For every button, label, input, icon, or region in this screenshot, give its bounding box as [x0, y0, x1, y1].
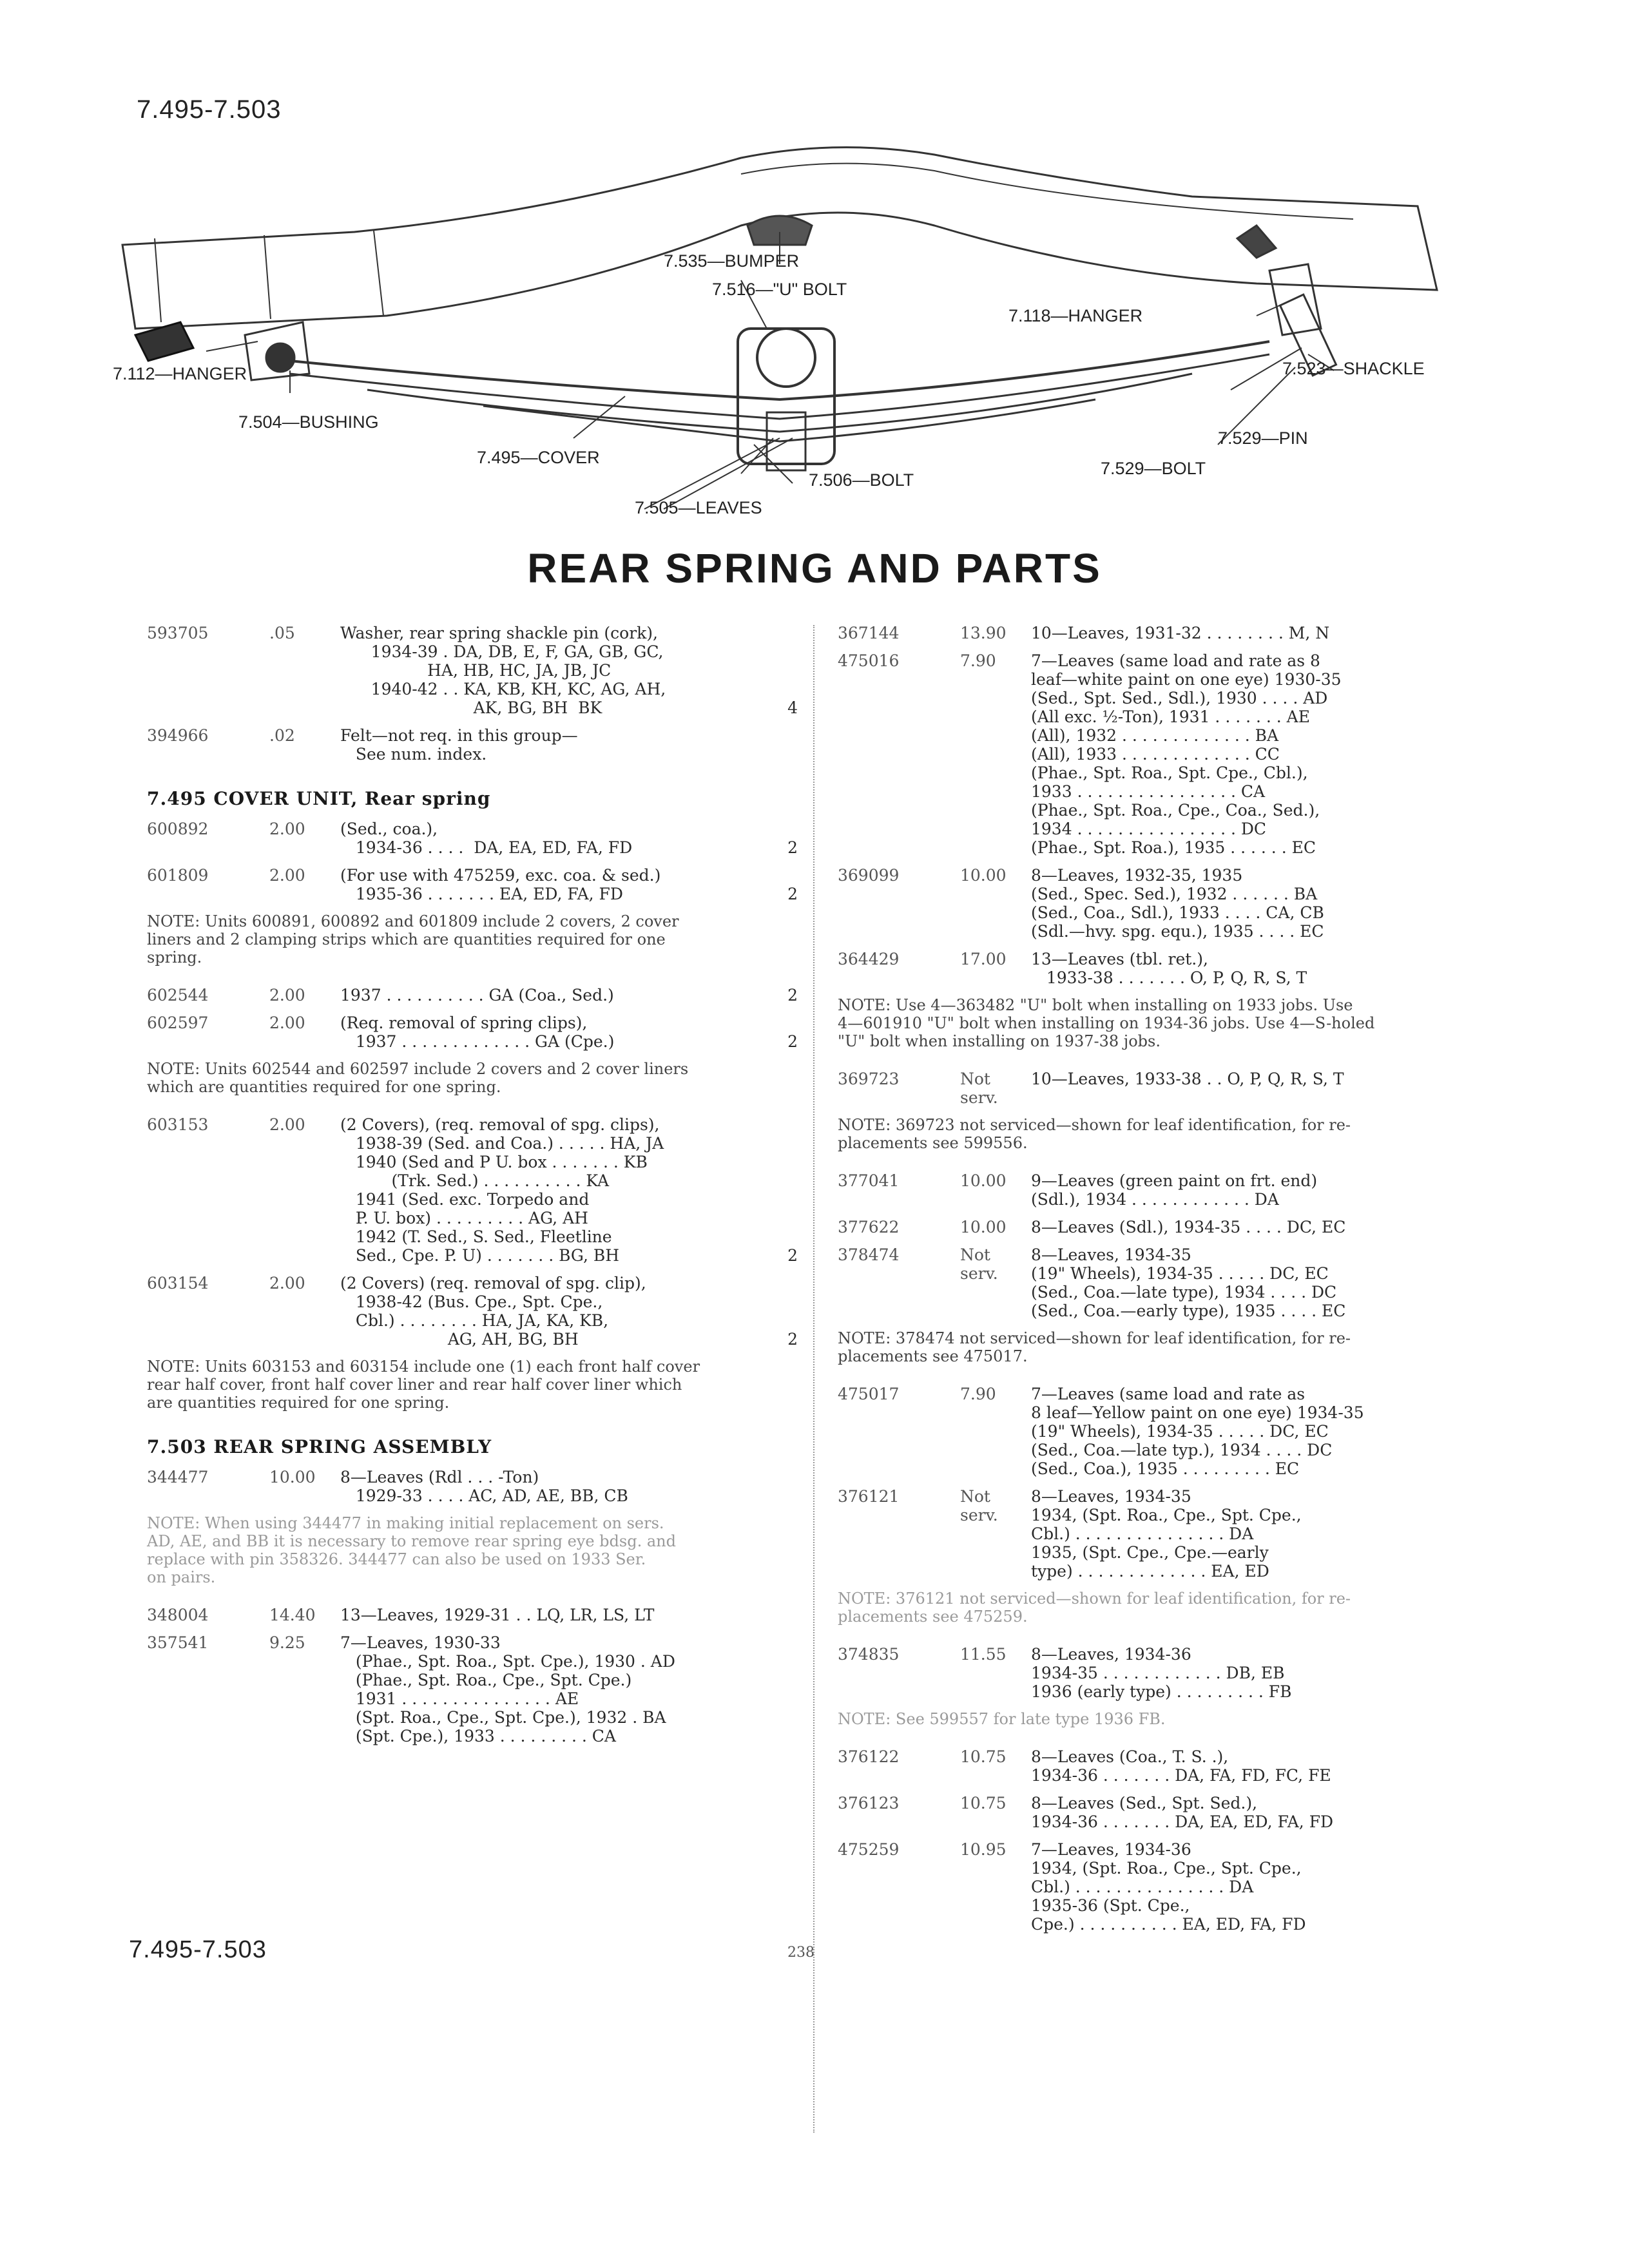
callout-bolt-506: 7.506—BOLT: [809, 470, 914, 490]
note: NOTE: Use 4—363482 "U" bolt when installing on 1933 jobs. Use 4—601910 "U" bolt when installing on 1934-36 jobs. Use 4—S-holed "U" bolt when installing on 1937-38 jobs.: [838, 996, 1375, 1050]
part-description: [340, 1468, 798, 1505]
part-description: [340, 624, 798, 717]
description-line: Felt—not req. in this group—: [340, 726, 578, 745]
description-line: Washer, rear spring shackle pin (cork),: [340, 624, 659, 642]
description-line: P. U. box) . . . . . . . . . AG, AH: [340, 1209, 588, 1227]
part-price: 10.00: [960, 1218, 1007, 1236]
part-price: 10.00: [960, 1171, 1007, 1190]
description-line: 1931 . . . . . . . . . . . . . . . AE: [340, 1689, 579, 1708]
note: NOTE: See 599557 for late type 1936 FB.: [838, 1710, 1166, 1728]
part-row: [838, 1171, 1489, 1209]
callout-shackle: 7.523—SHACKLE: [1282, 359, 1425, 378]
part-number: 376122: [838, 1747, 900, 1766]
description-line: (Phae., Spt. Roa.), 1935 . . . . . . EC: [1031, 838, 1316, 857]
description-line: (All), 1932 . . . . . . . . . . . . . BA: [1031, 726, 1279, 745]
part-row: [838, 1840, 1489, 1934]
description-line: (Sed., coa.),: [340, 820, 438, 838]
description-line: (All), 1933 . . . . . . . . . . . . . CC: [1031, 745, 1280, 764]
part-price: .02: [269, 726, 295, 745]
part-price: 10.00: [960, 866, 1007, 885]
note: NOTE: When using 344477 in making initial replacement on sers. AD, AE, and BB it is necessary to remove rear spring eye bdsg. and replace with pin 358326. 344477 can also be used on 1933 Ser. on pairs.: [147, 1514, 676, 1586]
note: NOTE: 369723 not serviced—shown for leaf identification, for re- placements see 599556.: [838, 1116, 1351, 1152]
description-line: 8—Leaves, 1934-35: [1031, 1245, 1191, 1264]
part-description: [1031, 1794, 1489, 1831]
description-line: (Spt. Cpe.), 1933 . . . . . . . . . CA: [340, 1727, 616, 1745]
part-number: 602544: [147, 986, 209, 1004]
part-number: 603153: [147, 1115, 209, 1134]
description-line: (All exc. ½-Ton), 1931 . . . . . . . AE: [1031, 707, 1310, 726]
part-number: 344477: [147, 1468, 209, 1486]
quantity: 2: [787, 986, 798, 1004]
description-line: 1940 (Sed and P U. box . . . . . . . KB: [340, 1153, 648, 1171]
section-heading-rear-spring-assembly: 7.503 REAR SPRING ASSEMBLY: [147, 1436, 492, 1457]
description-line: (Trk. Sed.) . . . . . . . . . . KA: [340, 1171, 610, 1190]
part-row: [147, 1274, 798, 1349]
description-line: 1934-36 . . . . . . . DA, EA, ED, FA, FD: [1031, 1812, 1334, 1831]
part-number: 374835: [838, 1645, 900, 1664]
part-row: [147, 1468, 798, 1505]
part-description: [1031, 1645, 1489, 1701]
description-line: (Sed., Coa.—late typ.), 1934 . . . . DC: [1031, 1441, 1333, 1459]
quantity: 2: [787, 885, 798, 903]
part-price: 14.40: [269, 1606, 316, 1624]
description-line: (Phae., Spt. Roa., Cpe., Coa., Sed.),: [1031, 801, 1320, 820]
description-line: (Spt. Roa., Cpe., Spt. Cpe.), 1932 . BA: [340, 1708, 666, 1727]
description-line: 7—Leaves, 1934-36: [1031, 1840, 1191, 1859]
description-line: (19" Wheels), 1934-35 . . . . . DC, EC: [1031, 1264, 1329, 1283]
part-row: [147, 1115, 798, 1265]
description-line: 7—Leaves (same load and rate as 8: [1031, 651, 1320, 670]
quantity: 2: [787, 1246, 798, 1265]
part-description: [1031, 1245, 1489, 1320]
part-row: [838, 1070, 1489, 1107]
part-description: [340, 820, 798, 857]
right-column: [838, 624, 1489, 1943]
page-code-bottom: 7.495-7.503: [129, 1936, 267, 1963]
description-line: AK, BG, BH BK: [340, 698, 602, 717]
description-line: (Sed., Coa.—late type), 1934 . . . . DC: [1031, 1283, 1337, 1302]
part-row: [147, 1606, 798, 1624]
description-line: 8—Leaves, 1934-35: [1031, 1487, 1191, 1506]
part-price: 7.90: [960, 1385, 996, 1403]
description-line: Sed., Cpe. P. U) . . . . . . . BG, BH: [340, 1246, 620, 1265]
part-number: 601809: [147, 866, 209, 885]
part-price: 10.00: [269, 1468, 316, 1486]
part-description: [340, 1115, 798, 1265]
description-line: 1940-42 . . KA, KB, KH, KC, AG, AH,: [340, 680, 666, 698]
description-line: leaf—white paint on one eye) 1930-35: [1031, 670, 1342, 689]
description-line: 1934-39 . DA, DB, E, F, GA, GB, GC,: [340, 642, 664, 661]
description-line: 9—Leaves (green paint on frt. end): [1031, 1171, 1318, 1190]
description-line: (Phae., Spt. Roa., Spt. Cpe., Cbl.),: [1031, 764, 1308, 782]
left-column: [147, 624, 798, 1754]
part-number: 348004: [147, 1606, 209, 1624]
part-description: [340, 726, 798, 764]
part-description: [340, 866, 798, 903]
part-number: 377622: [838, 1218, 900, 1236]
page-number: 238: [787, 1945, 815, 1961]
description-line: (Sed., Coa.), 1935 . . . . . . . . . EC: [1031, 1459, 1300, 1478]
part-row: [838, 1245, 1489, 1320]
part-row: [147, 1014, 798, 1051]
part-row: [838, 1747, 1489, 1785]
part-price: 9.25: [269, 1633, 305, 1652]
callout-bumper: 7.535—BUMPER: [664, 251, 800, 271]
section-heading-cover-unit: 7.495 COVER UNIT, Rear spring: [147, 788, 491, 809]
callout-u-bolt: 7.516—"U" BOLT: [712, 280, 847, 299]
quantity: 2: [787, 838, 798, 857]
spring-top-leaf: [290, 341, 1269, 399]
description-line: (Phae., Spt. Roa., Spt. Cpe.), 1930 . AD: [340, 1652, 675, 1671]
description-line: 1935-36 . . . . . . . EA, ED, FA, FD: [340, 885, 623, 903]
description-line: (Sed., Coa., Sdl.), 1933 . . . . CA, CB: [1031, 903, 1324, 922]
part-price: 10.95: [960, 1840, 1007, 1859]
callout-pin: 7.529—PIN: [1218, 428, 1308, 448]
description-line: 1934-36 . . . . . . . DA, FA, FD, FC, FE: [1031, 1766, 1331, 1785]
description-line: Cbl.) . . . . . . . . . . . . . . . DA: [1031, 1524, 1254, 1543]
description-line: 1934, (Spt. Roa., Cpe., Spt. Cpe.,: [1031, 1859, 1302, 1878]
part-number: 602597: [147, 1014, 209, 1032]
description-line: 1935, (Spt. Cpe., Cpe.—early: [1031, 1543, 1269, 1562]
part-number: 367144: [838, 624, 900, 642]
description-line: (Sed., Spt. Sed., Sdl.), 1930 . . . . AD: [1031, 689, 1328, 707]
part-price: 2.00: [269, 866, 305, 885]
description-line: 8—Leaves (Rdl . . . -Ton): [340, 1468, 539, 1486]
part-description: [340, 1274, 798, 1349]
quantity: 2: [787, 1032, 798, 1051]
description-line: 1937 . . . . . . . . . . . . . GA (Cpe.): [340, 1032, 615, 1051]
description-line: (Phae., Spt. Roa., Cpe., Spt. Cpe.): [340, 1671, 632, 1689]
part-row: [147, 820, 798, 857]
part-price: 10.75: [960, 1747, 1007, 1766]
description-line: 8 leaf—Yellow paint on one eye) 1934-35: [1031, 1403, 1364, 1422]
part-description: [1031, 1218, 1489, 1236]
note: NOTE: Units 603153 and 603154 include one (1) each front half cover rear half cover, front half cover liner and rear half cover liner which are quantities required for one spring.: [147, 1358, 700, 1412]
description-line: (2 Covers), (req. removal of spg. clips),: [340, 1115, 660, 1134]
description-line: 8—Leaves (Sdl.), 1934-35 . . . . DC, EC: [1031, 1218, 1346, 1236]
description-line: 7—Leaves (same load and rate as: [1031, 1385, 1306, 1403]
part-price: Not serv.: [960, 1245, 998, 1283]
part-number: 593705: [147, 624, 209, 642]
description-line: 1936 (early type) . . . . . . . . . FB: [1031, 1682, 1292, 1701]
part-number: 475259: [838, 1840, 900, 1859]
note: NOTE: Units 600891, 600892 and 601809 include 2 covers, 2 cover liners and 2 clamping strips which are quantities required for one spring.: [147, 912, 679, 966]
part-row: [838, 1645, 1489, 1701]
page-code-top: 7.495-7.503: [137, 95, 282, 124]
description-line: 13—Leaves, 1929-31 . . LQ, LR, LS, LT: [340, 1606, 655, 1624]
part-row: [838, 624, 1489, 642]
part-number: 475017: [838, 1385, 900, 1403]
description-line: 1934, (Spt. Roa., Cpe., Spt. Cpe.,: [1031, 1506, 1302, 1524]
part-description: [340, 986, 798, 1004]
part-description: [340, 1014, 798, 1051]
description-line: 10—Leaves, 1933-38 . . O, P, Q, R, S, T: [1031, 1070, 1344, 1088]
part-price: 2.00: [269, 820, 305, 838]
callout-bushing: 7.504—BUSHING: [238, 412, 379, 432]
description-line: 1937 . . . . . . . . . . GA (Coa., Sed.): [340, 986, 614, 1004]
part-description: [1031, 1385, 1489, 1478]
description-line: Cpe.) . . . . . . . . . . EA, ED, FA, FD: [1031, 1915, 1306, 1934]
description-line: (2 Covers) (req. removal of spg. clip),: [340, 1274, 646, 1293]
part-row: [838, 1385, 1489, 1478]
part-row: [838, 950, 1489, 987]
part-price: Not serv.: [960, 1487, 998, 1524]
description-line: 10—Leaves, 1931-32 . . . . . . . . M, N: [1031, 624, 1330, 642]
description-line: 1942 (T. Sed., S. Sed., Fleetline: [340, 1227, 612, 1246]
part-price: 11.55: [960, 1645, 1007, 1664]
part-number: 369723: [838, 1070, 900, 1088]
part-description: [1031, 651, 1489, 857]
column-divider: [813, 625, 815, 2133]
callout-leaves: 7.505—LEAVES: [635, 498, 762, 517]
description-line: (Sed., Spec. Sed.), 1932 . . . . . . BA: [1031, 885, 1318, 903]
part-number: 376121: [838, 1487, 900, 1506]
part-description: [1031, 1747, 1489, 1785]
page-title: REAR SPRING AND PARTS: [527, 545, 1102, 591]
note: NOTE: Units 602544 and 602597 include 2 covers and 2 cover liners which are quantities required for one spring.: [147, 1060, 689, 1096]
callout-hanger-right: 7.118—HANGER: [1008, 306, 1143, 325]
description-line: 8—Leaves (Coa., T. S. .),: [1031, 1747, 1229, 1766]
right-hanger: [1269, 264, 1321, 335]
callout-cover: 7.495—COVER: [477, 448, 600, 467]
part-description: [1031, 624, 1489, 642]
part-row: [147, 986, 798, 1004]
part-description: [1031, 1070, 1489, 1107]
part-price: 2.00: [269, 1014, 305, 1032]
part-description: [1031, 1840, 1489, 1934]
part-price: 10.75: [960, 1794, 1007, 1812]
description-line: (For use with 475259, exc. coa. & sed.): [340, 866, 661, 885]
part-price: 13.90: [960, 624, 1007, 642]
part-price: 2.00: [269, 1274, 305, 1293]
description-line: (Sdl.—hvy. spg. equ.), 1935 . . . . EC: [1031, 922, 1324, 941]
part-row: [147, 726, 798, 764]
description-line: HA, HB, HC, JA, JB, JC: [340, 661, 612, 680]
description-line: (19" Wheels), 1934-35 . . . . . DC, EC: [1031, 1422, 1329, 1441]
part-number: 369099: [838, 866, 900, 885]
part-number: 364429: [838, 950, 900, 968]
description-line: 1934-35 . . . . . . . . . . . . DB, EB: [1031, 1664, 1285, 1682]
part-number: 600892: [147, 820, 209, 838]
part-price: 17.00: [960, 950, 1007, 968]
part-price: 2.00: [269, 1115, 305, 1134]
part-row: [838, 651, 1489, 857]
description-line: 1929-33 . . . . AC, AD, AE, BB, CB: [340, 1486, 628, 1505]
part-row: [838, 1218, 1489, 1236]
description-line: type) . . . . . . . . . . . . . EA, ED: [1031, 1562, 1269, 1581]
part-description: [1031, 1171, 1489, 1209]
part-row: [838, 1794, 1489, 1831]
part-number: 377041: [838, 1171, 900, 1190]
description-line: 1933 . . . . . . . . . . . . . . . . CA: [1031, 782, 1266, 801]
part-price: 7.90: [960, 651, 996, 670]
note: NOTE: 376121 not serviced—shown for leaf identification, for re- placements see 475259.: [838, 1590, 1351, 1626]
part-description: [340, 1633, 798, 1745]
part-row: [838, 1487, 1489, 1581]
part-price: .05: [269, 624, 295, 642]
description-line: 1935-36 (Spt. Cpe.,: [1031, 1896, 1190, 1915]
part-description: [1031, 950, 1489, 987]
description-line: (Req. removal of spring clips),: [340, 1014, 588, 1032]
part-price: Not serv.: [960, 1070, 998, 1107]
bushing: [266, 343, 294, 372]
callout-bolt-529: 7.529—BOLT: [1101, 459, 1206, 478]
part-price: 2.00: [269, 986, 305, 1004]
callout-hanger-left: 7.112—HANGER: [113, 364, 247, 383]
note: NOTE: 378474 not serviced—shown for leaf identification, for re- placements see 475017.: [838, 1329, 1351, 1365]
part-description: [1031, 866, 1489, 941]
description-line: 1934-36 . . . . DA, EA, ED, FA, FD: [340, 838, 633, 857]
description-line: Cbl.) . . . . . . . . . . . . . . . DA: [1031, 1878, 1254, 1896]
description-line: AG, AH, BG, BH: [340, 1330, 579, 1349]
description-line: 7—Leaves, 1930-33: [340, 1633, 501, 1652]
part-number: 603154: [147, 1274, 209, 1293]
part-row: [838, 866, 1489, 941]
part-description: [340, 1606, 798, 1624]
part-row: [147, 624, 798, 717]
description-line: 1938-42 (Bus. Cpe., Spt. Cpe.,: [340, 1293, 603, 1311]
part-number: 376123: [838, 1794, 900, 1812]
description-line: 8—Leaves (Sed., Spt. Sed.),: [1031, 1794, 1258, 1812]
description-line: 1934 . . . . . . . . . . . . . . . . DC: [1031, 820, 1267, 838]
description-line: 1938-39 (Sed. and Coa.) . . . . . HA, JA: [340, 1134, 664, 1153]
description-line: 1941 (Sed. exc. Torpedo and: [340, 1190, 590, 1209]
part-number: 475016: [838, 651, 900, 670]
part-number: 394966: [147, 726, 209, 745]
part-row: [147, 1633, 798, 1745]
description-line: See num. index.: [340, 745, 487, 764]
part-number: 378474: [838, 1245, 900, 1264]
description-line: 1933-38 . . . . . . . O, P, Q, R, S, T: [1031, 968, 1307, 987]
description-line: 8—Leaves, 1934-36: [1031, 1645, 1191, 1664]
description-line: (Sdl.), 1934 . . . . . . . . . . . . DA: [1031, 1190, 1279, 1209]
part-number: 357541: [147, 1633, 209, 1652]
description-line: (Sed., Coa.—early type), 1935 . . . . EC: [1031, 1302, 1346, 1320]
description-line: 13—Leaves (tbl. ret.),: [1031, 950, 1208, 968]
part-row: [147, 866, 798, 903]
quantity: 2: [787, 1330, 798, 1349]
description-line: 8—Leaves, 1932-35, 1935: [1031, 866, 1243, 885]
description-line: Cbl.) . . . . . . . . HA, JA, KA, KB,: [340, 1311, 609, 1330]
part-description: [1031, 1487, 1489, 1581]
quantity: 4: [787, 698, 798, 717]
